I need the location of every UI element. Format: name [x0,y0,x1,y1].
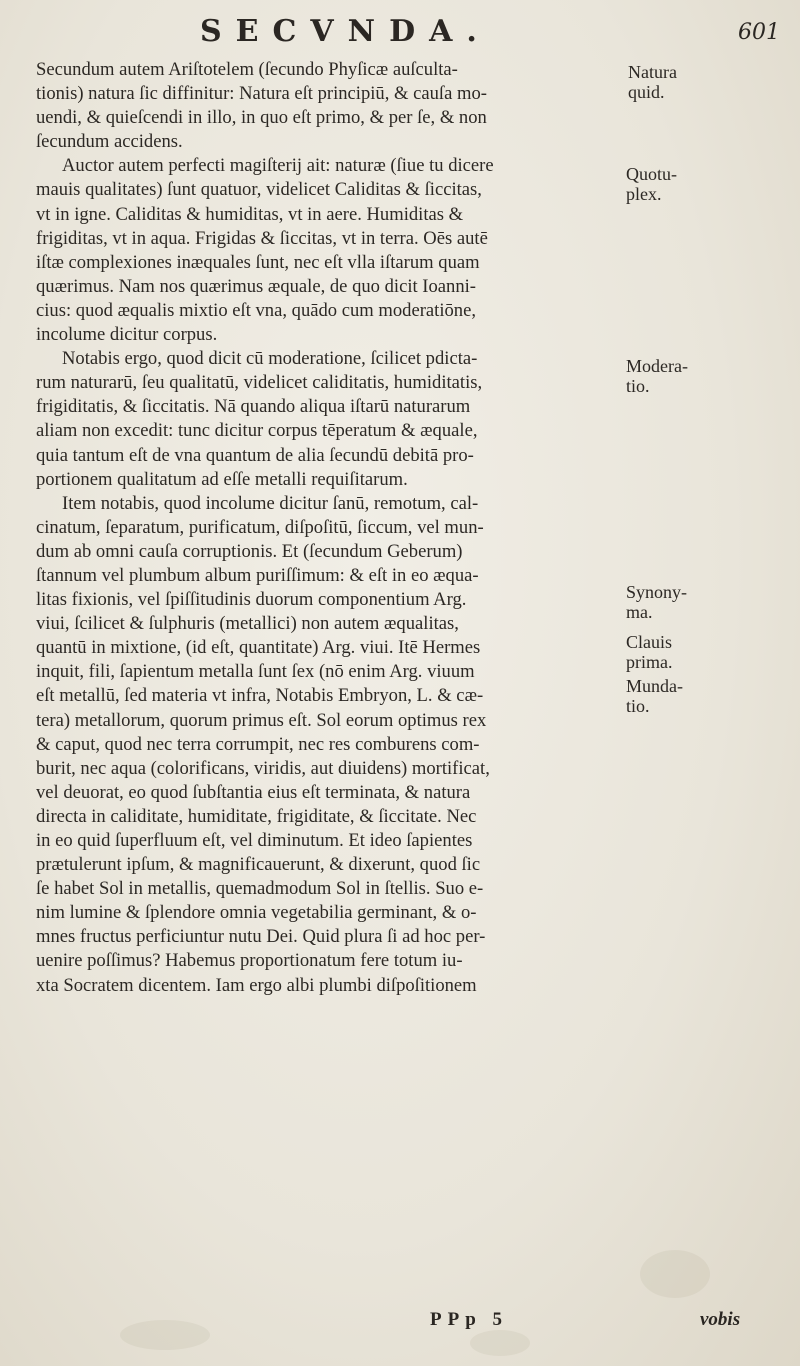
margin-note-line: plex. [626,184,662,204]
text-line: mauis qualitates) ſunt quatuor, videlicet Caliditas & ſiccitas, [36,179,482,201]
text-line: tera) metallorum, quorum primus eſt. Sol eorum optimus rex [36,709,487,731]
margin-note-line: ma. [626,602,653,622]
text-line: ſecundum accidens. [36,131,183,153]
text-line: cinatum, ſeparatum, purificatum, diſpoſitū, ſiccum, vel mun- [36,516,484,538]
text-line: litas fixionis, vel ſpiſſitudinis duorum componentium Arg. [36,589,467,611]
text-line: ſe habet Sol in metallis, quemadmodum Sol in ſtellis. Suo e- [36,878,484,900]
text-line: tionis) natura ſic diffinitur: Natura eſt principiū, & cauſa mo- [36,83,487,105]
margin-note-line: Clauis [626,632,673,652]
text-line: Auctor autem perfecti magiſterij ait: naturæ (ſiue tu dicere [62,155,494,177]
text-line: eſt metallū, ſed materia vt infra, Notabis Embryon, L. & cæ- [36,685,484,707]
text-line: in eo quid ſuperfluum eſt, vel diminutum. Et ideo ſapientes [36,830,473,851]
text-line: quia tantum eſt de vna quantum de alia ſecundū debitā pro- [36,444,474,466]
text-line: iſtæ complexiones inæquales ſunt, nec eſt vlla iſtarum quam [36,251,480,273]
page-header [0,14,800,54]
text-line: cius: quod æqualis mixtio eſt vna, quādo cum moderatiōne, [36,299,476,321]
text-line: viui, ſcilicet & ſulphuris (metallici) non autem æqualitas, [36,613,459,635]
margin-note-line: quid. [628,82,665,102]
text-line: dum ab omni cauſa corruptionis. Et (ſecundum Geberum) [36,540,463,562]
text-line: xta Socratem dicentem. Iam ergo albi plumbi diſpoſitionem [36,974,477,996]
text-line: frigiditas, vt in aqua. Frigidas & ſiccitas, vt in terra. Oēs autē [36,227,488,249]
margin-note-line: tio. [626,696,650,716]
margin-note [626,164,677,204]
text-line: portionem qualitatum ad eſſe metalli requiſitarum. [36,468,408,490]
text-line: incolume dicitur corpus. [36,324,218,346]
text-line: uendi, & quieſcendi in illo, in quo eſt primo, & per ſe, & non [36,107,487,129]
page-number: 601 [738,20,780,45]
margin-note-line: Quotu- [626,164,677,184]
text-line: burit, nec aqua (colorificans, viridis, aut diuidens) mortificat, [36,757,490,779]
text-line: Item notabis, quod incolume dicitur ſanū, remotum, cal- [62,492,479,514]
margin-note-line: prima. [626,652,673,672]
text-line: Notabis ergo, quod dicit cū moderatione, ſcilicet pdicta- [62,348,478,370]
margin-note [626,676,683,716]
text-line: quantū in mixtione, (id eſt, quantitate) Arg. viui. Itē Hermes [36,637,481,659]
signature-mark: PPp 5 [430,1309,509,1330]
text-line: prætulerunt ipſum, & magnificauerunt, & dixerunt, quod ſic [36,854,481,876]
margin-note [626,356,688,396]
text-line: aliam non excedit: tunc dicitur corpus tēperatum & æquale, [36,420,478,442]
text-line: frigiditatis, & ſiccitatis. Nā quando aliqua iſtarū naturarum [36,396,471,418]
text-line: Secundum autem Ariſtotelem (ſecundo Phyſicæ auſculta- [36,59,458,80]
text-line: directa in caliditate, humiditate, frigiditate, & ſiccitate. Nec [36,805,477,827]
text-line: mnes fructus perficiuntur nutu Dei. Quid plura ſi ad hoc per- [36,926,486,948]
text-line: vt in igne. Caliditas & humiditas, vt in aere. Humiditas & [36,203,464,225]
main-text-block [36,58,620,998]
text-line: quærimus. Nam nos quærimus æquale, de quo dicit Ioanni- [36,275,477,297]
catchword: vobis [700,1309,741,1330]
text-line: inquit, fili, ſapientum metalla ſunt ſex (nō enim Arg. viuum [36,661,475,683]
margin-note [628,62,677,102]
text-line: nim lumine & ſplendore omnia vegetabilia germinant, & o- [36,902,477,924]
page-footer [36,1309,756,1335]
paper-stain [640,1250,710,1298]
margin-note [626,632,673,672]
text-line: rum naturarū, ſeu qualitatū, videlicet caliditatis, humiditatis, [36,372,483,394]
margin-note-line: Modera- [626,356,688,376]
margin-note-line: Munda- [626,676,683,696]
text-line: & caput, quod nec terra corrumpit, nec res comburens com- [36,733,480,755]
text-line: vel deuorat, eo quod ſubſtantia eius eſt terminata, & natura [36,781,471,803]
text-line: ſtannum vel plumbum album puriſſimum: & eſt in eo æqua- [36,564,479,586]
margin-note-line: Natura [628,62,677,82]
margin-note-line: Synony- [626,582,688,602]
running-head: SECVNDA. [200,14,491,49]
text-line: uenire poſſimus? Habemus proportionatum fere totum iu- [36,950,463,972]
margin-note-line: tio. [626,376,650,396]
margin-note [626,582,687,622]
